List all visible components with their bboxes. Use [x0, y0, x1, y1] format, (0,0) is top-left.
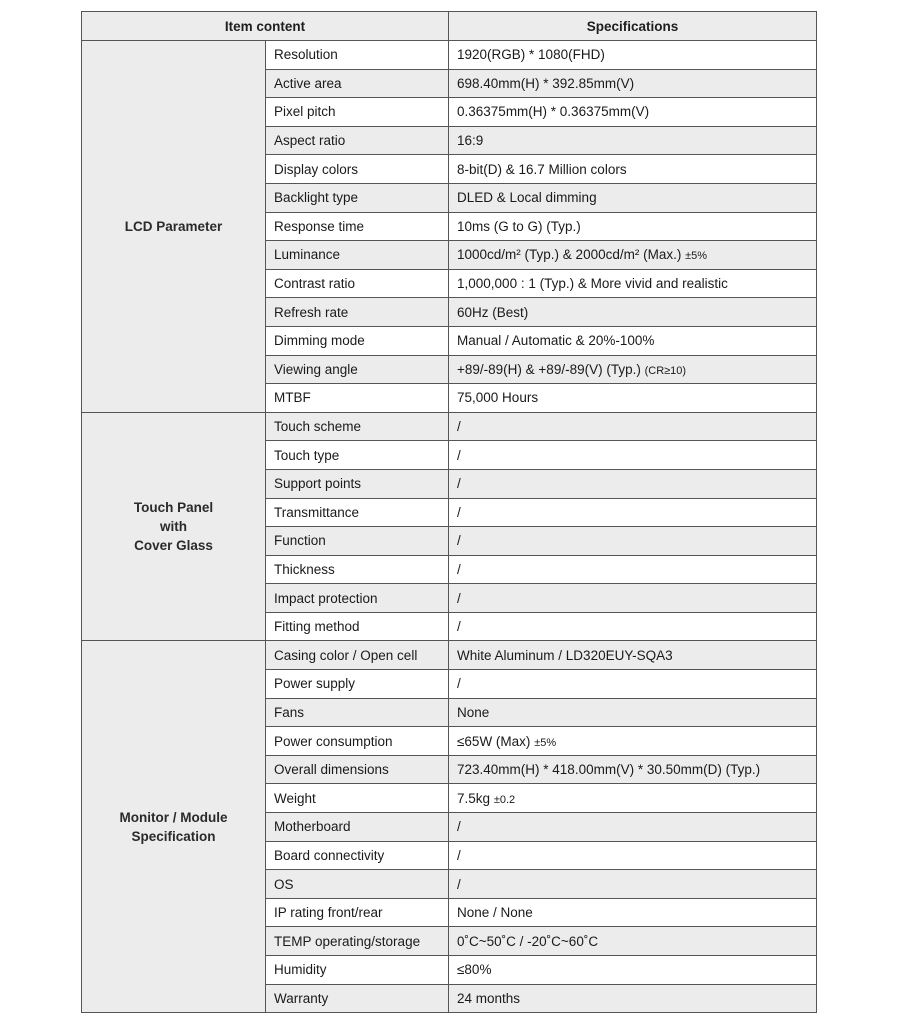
spec-value-cell	[449, 412, 817, 441]
item-name-cell: Dimming mode	[266, 326, 449, 355]
spec-value: None / None	[457, 905, 533, 921]
spec-note: ±5%	[534, 736, 557, 749]
item-name-cell: Backlight type	[266, 183, 449, 212]
item-name-cell: Warranty	[266, 984, 449, 1013]
item-name-cell: Impact protection	[266, 584, 449, 613]
spec-value-cell	[449, 555, 817, 584]
spec-value: DLED & Local dimming	[457, 190, 597, 206]
group-label-line: Touch Panel	[133, 500, 214, 516]
spec-value: ≤80%	[457, 962, 492, 978]
spec-value-cell	[449, 841, 817, 870]
group-label	[82, 641, 266, 1013]
spec-value-cell	[449, 670, 817, 699]
item-name-cell: Board connectivity	[266, 841, 449, 870]
spec-value: 60Hz (Best)	[457, 304, 529, 320]
spec-value-cell	[449, 126, 817, 155]
item-name-cell: MTBF	[266, 384, 449, 413]
item-name-cell: Motherboard	[266, 813, 449, 842]
group-label-line: LCD Parameter	[124, 218, 223, 234]
spec-value: White Aluminum / LD320EUY-SQA3	[457, 647, 673, 663]
spec-value: /	[457, 419, 461, 435]
table-header-row	[82, 12, 817, 41]
spec-value-cell	[449, 98, 817, 127]
spec-value-cell	[449, 984, 817, 1013]
item-name-cell: Refresh rate	[266, 298, 449, 327]
spec-value-cell	[449, 269, 817, 298]
item-name-cell: TEMP operating/storage	[266, 927, 449, 956]
spec-value-cell	[449, 584, 817, 613]
spec-value: /	[457, 447, 461, 463]
group-label	[82, 41, 266, 413]
item-name-cell: Humidity	[266, 956, 449, 985]
group-label-line: with	[160, 519, 187, 535]
spec-value: 1000cd/m² (Typ.) & 2000cd/m² (Max.)	[457, 247, 682, 263]
item-name-cell: Overall dimensions	[266, 755, 449, 784]
spec-value: /	[457, 504, 461, 520]
spec-value: 16:9	[457, 133, 484, 149]
item-name-cell: Touch type	[266, 441, 449, 470]
spec-value: 10ms (G to G) (Typ.)	[457, 218, 581, 234]
spec-value: 75,000 Hours	[457, 390, 539, 406]
item-name-cell: Casing color / Open cell	[266, 641, 449, 670]
spec-value-cell	[449, 384, 817, 413]
table-row	[82, 641, 817, 670]
spec-value: /	[457, 590, 461, 606]
spec-value: 1920(RGB) * 1080(FHD)	[457, 47, 605, 63]
item-name-cell: Active area	[266, 69, 449, 98]
spec-value-cell	[449, 498, 817, 527]
spec-value-cell	[449, 469, 817, 498]
spec-table-body	[82, 41, 817, 1013]
spec-value-cell	[449, 441, 817, 470]
item-name-cell: Contrast ratio	[266, 269, 449, 298]
item-name-cell: Display colors	[266, 155, 449, 184]
spec-value-cell	[449, 355, 817, 384]
spec-value: 0.36375mm(H) * 0.36375mm(V)	[457, 104, 650, 120]
spec-value: /	[457, 476, 461, 492]
spec-value: 1,000,000 : 1 (Typ.) & More vivid and realistic	[457, 276, 728, 292]
spec-value: 7.5kg	[457, 790, 491, 806]
spec-value-cell	[449, 612, 817, 641]
spec-value: 698.40mm(H) * 392.85mm(V)	[457, 75, 635, 91]
group-label-line: Specification	[131, 828, 216, 844]
spec-value-cell	[449, 212, 817, 241]
spec-value-cell	[449, 241, 817, 270]
spec-value: 0˚C~50˚C / -20˚C~60˚C	[457, 933, 599, 949]
spec-value-cell	[449, 326, 817, 355]
spec-value: /	[457, 533, 461, 549]
item-name-cell: Fans	[266, 698, 449, 727]
spec-value-cell	[449, 69, 817, 98]
group-label-line: Cover Glass	[134, 538, 213, 554]
spec-value: /	[457, 561, 461, 577]
spec-value: ≤65W (Max)	[457, 733, 531, 749]
spec-note: ±5%	[685, 250, 708, 263]
header-specifications: Specifications	[449, 12, 817, 41]
spec-value-cell	[449, 155, 817, 184]
header-item-content: Item content	[82, 12, 449, 41]
item-name-cell: Viewing angle	[266, 355, 449, 384]
spec-value: 8-bit(D) & 16.7 Million colors	[457, 161, 627, 177]
spec-value-cell	[449, 527, 817, 556]
item-name-cell: Power consumption	[266, 727, 449, 756]
item-name-cell: Touch scheme	[266, 412, 449, 441]
item-name-cell: IP rating front/rear	[266, 898, 449, 927]
item-name-cell: Transmittance	[266, 498, 449, 527]
spec-value: +89/-89(H) & +89/-89(V) (Typ.)	[457, 361, 645, 377]
item-name-cell: Support points	[266, 469, 449, 498]
spec-value: Manual / Automatic & 20%-100%	[457, 333, 655, 349]
spec-value-cell	[449, 956, 817, 985]
item-name-cell: Pixel pitch	[266, 98, 449, 127]
spec-value-cell	[449, 698, 817, 727]
spec-note: (CR≥10)	[644, 364, 687, 377]
item-name-cell: Thickness	[266, 555, 449, 584]
spec-value-cell	[449, 927, 817, 956]
item-name-cell: OS	[266, 870, 449, 899]
group-label-line: Monitor / Module	[119, 809, 228, 825]
table-row	[82, 412, 817, 441]
item-name-cell: Luminance	[266, 241, 449, 270]
spec-value: /	[457, 876, 461, 892]
item-name-cell: Function	[266, 527, 449, 556]
spec-value-cell	[449, 298, 817, 327]
table-row	[82, 41, 817, 70]
spec-value-cell	[449, 641, 817, 670]
spec-value: 723.40mm(H) * 418.00mm(V) * 30.50mm(D) (Typ.)	[457, 762, 761, 778]
item-name-cell: Weight	[266, 784, 449, 813]
spec-value-cell	[449, 183, 817, 212]
spec-table	[81, 11, 817, 1013]
item-name-cell: Fitting method	[266, 612, 449, 641]
spec-value-cell	[449, 755, 817, 784]
spec-value: /	[457, 847, 461, 863]
spec-value-cell	[449, 727, 817, 756]
spec-value-cell	[449, 898, 817, 927]
spec-value-cell	[449, 784, 817, 813]
spec-value: 24 months	[457, 990, 521, 1006]
item-name-cell: Response time	[266, 212, 449, 241]
spec-value-cell	[449, 870, 817, 899]
group-label	[82, 412, 266, 641]
item-name-cell: Aspect ratio	[266, 126, 449, 155]
spec-value-cell	[449, 813, 817, 842]
item-name-cell: Resolution	[266, 41, 449, 70]
spec-value: /	[457, 819, 461, 835]
spec-value: None	[457, 704, 490, 720]
spec-value: /	[457, 619, 461, 635]
spec-value-cell	[449, 41, 817, 70]
item-name-cell: Power supply	[266, 670, 449, 699]
spec-value: /	[457, 676, 461, 692]
spec-note: ±0.2	[493, 793, 516, 806]
